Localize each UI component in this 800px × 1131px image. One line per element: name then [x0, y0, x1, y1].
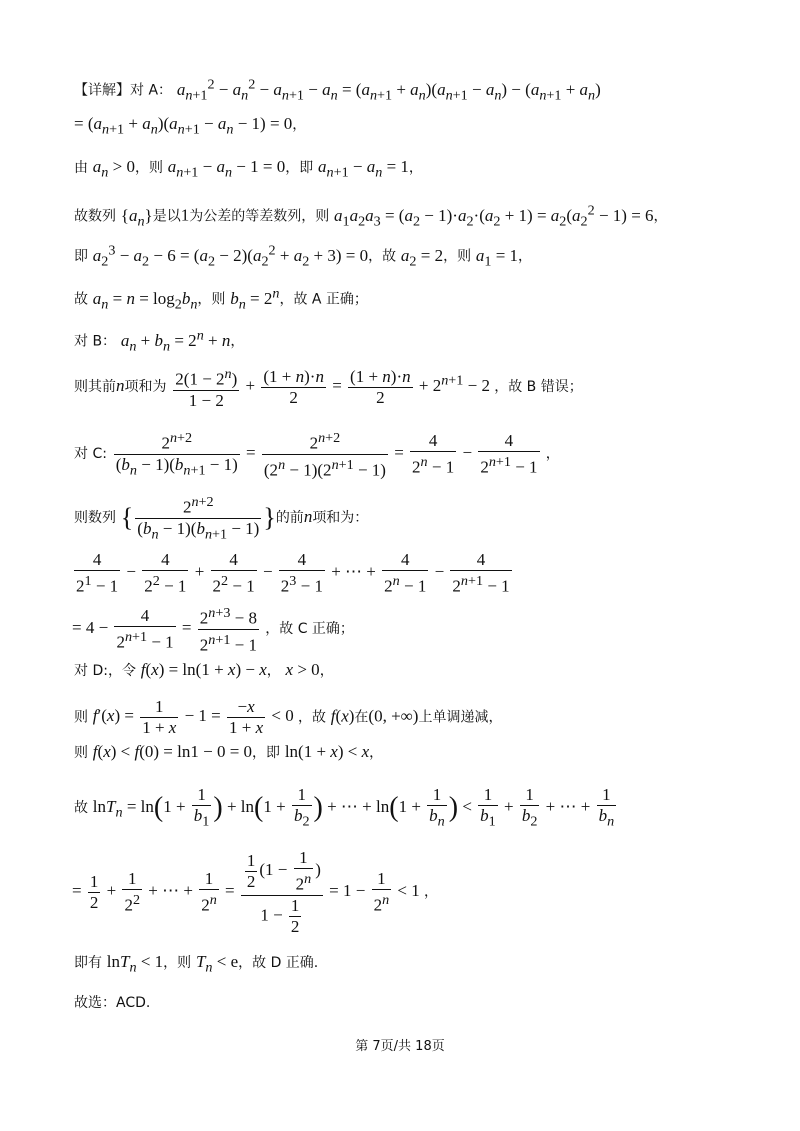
formula: (0, +∞) [368, 706, 419, 726]
formula: x > 0 [285, 660, 320, 679]
text: ， [319, 663, 334, 679]
text: 在 [354, 709, 369, 726]
text: 为公差的等差数列，则 [189, 208, 330, 225]
page-footer: 第 7页/共 18页 [355, 1039, 445, 1054]
text: 上单调递减， [418, 709, 503, 726]
text: ，故 C 正确； [265, 621, 354, 638]
text: 的前 [275, 509, 304, 526]
line-14 [74, 697, 502, 738]
formula: $a_n + b_n = 2^n + n$ [120, 327, 231, 355]
text: ， [292, 117, 307, 133]
answer-text: 故选：ACD. [74, 995, 151, 1011]
text: 对 C: [74, 446, 107, 463]
formula: f(x) = ln(1 + x) − x [140, 660, 267, 679]
formula: $a_{n+1} - a_n - 1 = 0$ [167, 157, 286, 181]
text: 即有 [74, 955, 102, 971]
text: 则其前 [74, 379, 116, 396]
text: ， [369, 745, 384, 761]
text: ，故 [298, 709, 327, 726]
line-4 [74, 200, 668, 231]
line-16 [74, 785, 618, 831]
text: 则 [74, 745, 88, 761]
line-10 [74, 492, 368, 544]
formula: $a_1 = 1$ [475, 245, 519, 270]
formula: $b_n = 2^n$ [230, 285, 280, 313]
formula: lnT$_n$ < 1 [106, 952, 164, 976]
line-11 [72, 550, 514, 597]
text: 是以 [152, 208, 181, 225]
text: 故数列 [74, 208, 116, 225]
formula: f(x) < f(0) = ln1 − 0 = 0 [92, 742, 253, 761]
text: ，即 [285, 160, 314, 176]
formula: $T_n < e$ [195, 952, 239, 976]
line-1 [74, 74, 601, 105]
formula: n [116, 376, 125, 396]
formula: $\frac{2(1 - 2^n)}{1 - 2}$ + $\frac{(1 + n)\cdot n}{2}$ = $\frac{(1 + n)\cdot n}{2}$ + $2^{n+1} - 2$ [175, 366, 495, 410]
formula: $\{a_n\}$ [120, 205, 153, 230]
line-8 [74, 364, 583, 411]
line-2 [74, 114, 306, 139]
text: 则 [74, 709, 88, 726]
line-18 [74, 952, 318, 977]
formula: $a_n = n = \log_2b_n$ [92, 288, 198, 313]
text: 对 B： [74, 333, 117, 350]
formula: n [303, 506, 313, 526]
text: ， [266, 663, 281, 679]
text: ，即 [252, 745, 281, 761]
line-19 [74, 992, 150, 1013]
line-9 [74, 428, 560, 480]
text: ， [230, 333, 245, 350]
formula: { $\frac{2^{n+2}}{(b_n - 1)(b_{n+1} - 1)}$ } [120, 494, 276, 543]
text: ， [408, 160, 423, 176]
text: 项和为： [312, 509, 369, 526]
text: ，故 D 正确. [238, 955, 319, 971]
text: 即 [74, 248, 88, 265]
formula: $a_1a_2a_3 = (a_2 - 1)\cdot a_2\cdot(a_2 + 1) = a_2(a_2^2 - 1) = 6$ [333, 202, 654, 230]
text: ，则 [134, 160, 163, 176]
formula: f′(x) = $\frac{1}{1 + x}$ − 1 = $\frac{-x}{1 + x}$ < 0 [92, 697, 299, 737]
text: 对 D:，令 [74, 663, 136, 679]
text: ， [545, 446, 560, 463]
formula: f(x) [330, 706, 355, 726]
formula: 1 [180, 205, 190, 225]
formula: = 4 − $\frac{4}{2^{n+1} - 1}$ = $\frac{2^{n+3} - 8}{2^{n+1} - 1}$ [72, 605, 257, 655]
formula: ln(1 + x) < x [284, 742, 370, 761]
text: ， [423, 884, 438, 901]
formula: $a_2 = 2$ [400, 245, 444, 270]
text: ，故 [368, 248, 397, 265]
formula: $a_n > 0$ [92, 157, 135, 181]
formula: = $\frac{1}{2}$ + $\frac{1}{2^2}$ + ⋯ + $\frac{1}{2^n}$ = $\frac{1}{2}$ (1 − $\frac{1}{2^n}$ ) 1 − $\frac{1}{2}$ = 1 − $\frac{1}{2^n}$ < 1 [72, 848, 424, 936]
text: ，故 B 错误； [494, 379, 583, 396]
line-7 [74, 325, 244, 356]
text: ， [653, 208, 668, 225]
line-5 [74, 240, 532, 271]
formula: $\frac{2^{n+2}}{(b_n - 1)(b_{n+1} - 1)}$ = $\frac{2^{n+2}}{(2^n - 1)(2^{n+1} - 1)}$ = $\frac{4}{2^n - 1}$ − $\frac{4}{2^{n+1} - 1}$ [115, 430, 538, 480]
detail-label: 【详解】对 A： [74, 82, 173, 99]
line-3 [74, 157, 423, 182]
formula: $a_{n+1}^2 - a_n^2 - a_{n+1} - a_n = (a_{n+1} + a_n)(a_{n+1} - a_n) - (a_{n+1} + a_n)$ [176, 76, 601, 104]
text: 则数列 [74, 509, 116, 526]
text: 由 [74, 160, 88, 176]
line-15 [74, 742, 383, 763]
text: ，则 [163, 955, 192, 971]
line-13 [74, 660, 334, 681]
formula: lnT$_n$ = ln(1 + $\frac{1}{b_1}$ ) + ln(1 + $\frac{1}{b_2}$ ) + ⋯ + ln(1 + $\frac{1}{b_n}$ ) < $\frac{1}{b_1}$ + $\frac{1}{b_2}$ + ⋯ + $\frac{1}{b_n}$ [92, 785, 615, 830]
formula: $a_2^3 - a_2 - 6 = (a_2 - 2)(a_2^2 + a_2 + 3) = 0$ [92, 242, 369, 270]
text: 故 [74, 800, 88, 817]
line-12 [72, 603, 354, 655]
text: ， [518, 248, 533, 265]
text: ，则 [443, 248, 472, 265]
text: ，则 [197, 291, 226, 308]
line-6 [74, 283, 368, 314]
formula: $\frac{4}{2^1 - 1}$ − $\frac{4}{2^2 - 1}$ + $\frac{4}{2^2 - 1}$ − $\frac{4}{2^3 - 1}$ + ⋯ + $\frac{4}{2^n - 1}$ − $\frac{4}{2^{n+1} - 1}$ [76, 550, 510, 596]
formula: $a_{n+1} - a_n = 1$ [318, 157, 409, 181]
text: ，故 A 正确； [279, 291, 368, 308]
text: 项和为 [124, 379, 167, 396]
formula: = $(a_{n+1} + a_n)(a_{n+1} - a_n - 1) = 0$ [74, 114, 293, 138]
text: 故 [74, 291, 88, 308]
line-17 [72, 848, 438, 937]
